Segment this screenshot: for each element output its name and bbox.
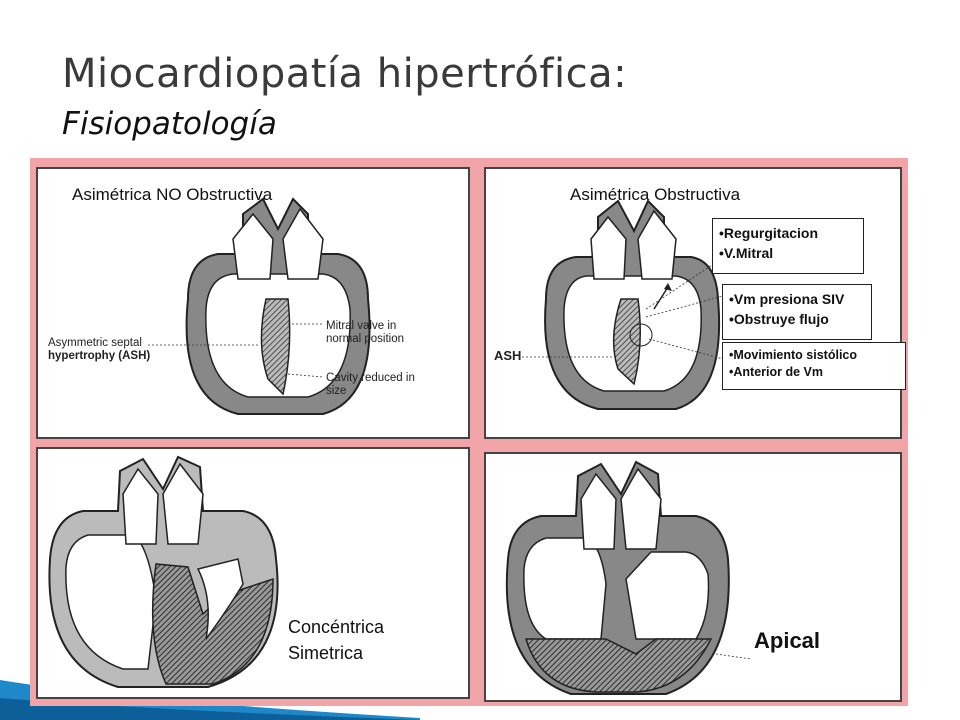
page-title: Miocardiopatía hipertrófica: — [62, 51, 628, 97]
callout-systolic-motion — [722, 342, 906, 390]
callout-line: •Regurgitacion — [719, 225, 819, 241]
annotation-ash: ASH — [494, 348, 522, 363]
callout-line: •V.Mitral — [719, 245, 774, 261]
panel-label-line1: Concéntrica — [288, 617, 385, 637]
panel-concentric — [36, 447, 470, 699]
callout-line: •Obstruye flujo — [729, 311, 829, 327]
callout-regurgitation — [712, 218, 864, 274]
callout-line: •Anterior de Vm — [729, 365, 823, 379]
panel-label: Apical — [754, 628, 821, 653]
callout-line: •Vm presiona SIV — [729, 291, 845, 307]
heart-diagram — [38, 449, 470, 699]
annotation-mitral-line1: Mitral valve in — [326, 320, 397, 332]
annotation-asymmetric-line2: hypertrophy (ASH) — [48, 350, 151, 362]
callout-mitral-pressure — [722, 284, 872, 340]
panel-asymmetric-non-obstructive — [36, 167, 470, 439]
page-subtitle: Fisiopatología — [62, 106, 277, 142]
annotation-cavity-line2: size — [326, 385, 347, 397]
annotation-asymmetric-line1: Asymmetric septal — [48, 337, 142, 349]
panel-apical — [484, 452, 902, 702]
annotation-cavity-line1: Cavity reduced in — [326, 372, 415, 384]
heart-diagram — [38, 169, 470, 439]
heart-diagram — [486, 454, 902, 702]
callout-line: •Movimiento sistólico — [729, 348, 858, 362]
panel-label: Asimétrica NO Obstructiva — [72, 185, 273, 204]
panel-label-line2: Simetrica — [288, 643, 364, 663]
annotation-mitral-line2: normal position — [326, 333, 404, 345]
panel-label: Asimétrica Obstructiva — [570, 185, 741, 204]
